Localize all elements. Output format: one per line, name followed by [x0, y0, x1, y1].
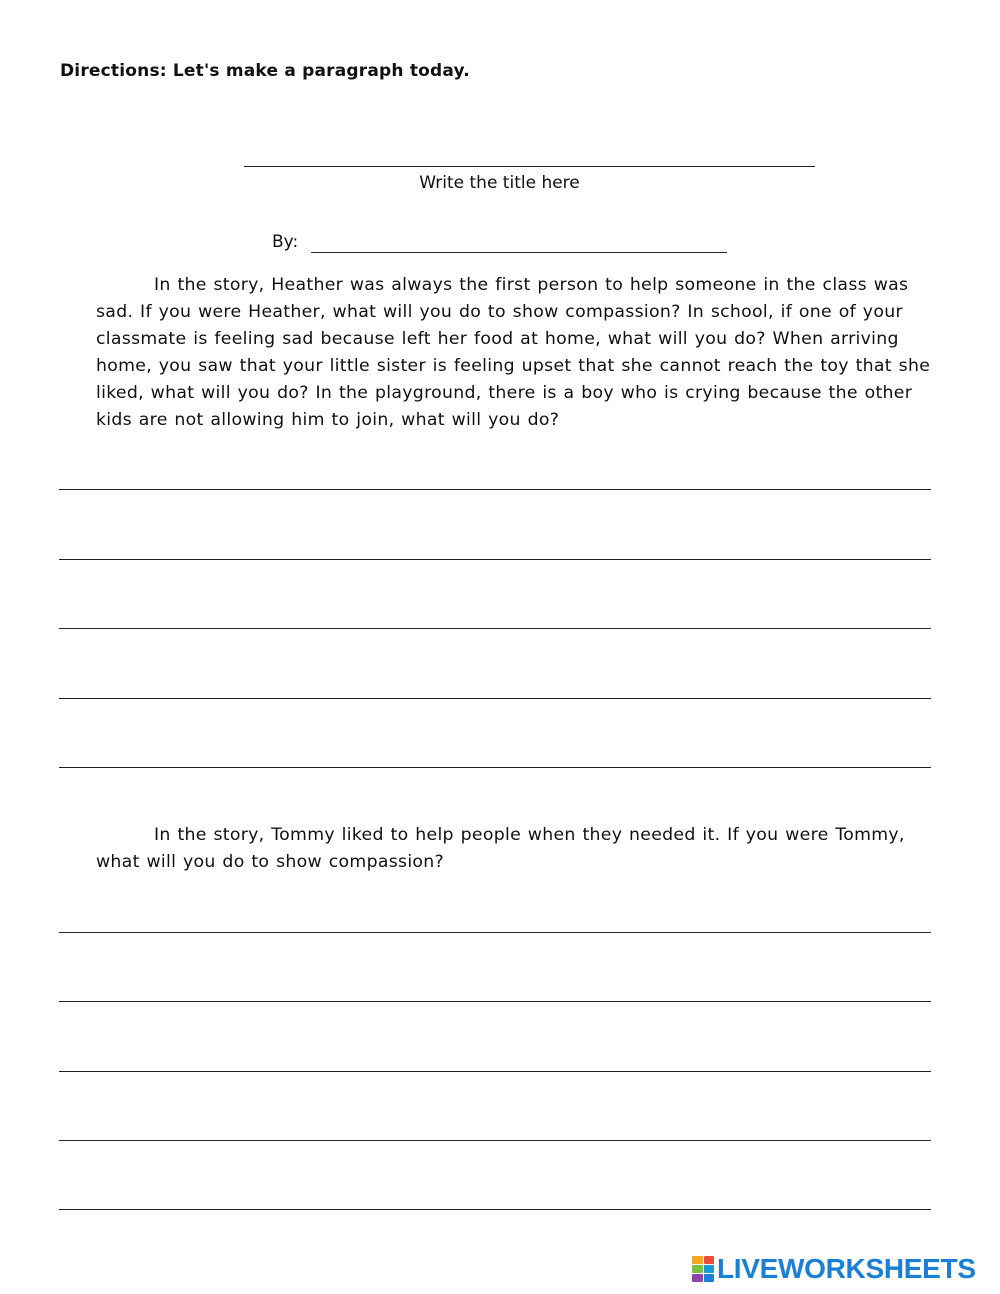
answer-line-4[interactable]: [59, 698, 931, 699]
prompt-paragraph-tommy: In the story, Tommy liked to help people when they needed it. If you were Tommy, what will you do to show compassion?: [96, 825, 905, 872]
answer-line-10[interactable]: [59, 1209, 931, 1210]
liveworksheets-logo-text: LIVEWORKSHEETS: [717, 1253, 976, 1284]
author-answer-line[interactable]: [311, 252, 727, 253]
answer-line-3[interactable]: [59, 628, 931, 629]
by-label: By:: [272, 232, 299, 252]
liveworksheets-logo-icon: [692, 1256, 714, 1282]
answer-line-9[interactable]: [59, 1140, 931, 1141]
answer-line-6[interactable]: [59, 932, 931, 933]
title-hint: Write the title here: [419, 173, 580, 193]
prompt-paragraph-heather: In the story, Heather was always the first person to help someone in the class was sad. If you were Heather, what will you do to show compassion? In school, if one of your classmate is feeling sad because left her food at home, what will you do? When arriving home, you saw that your little sister is feeling upset that she cannot reach the toy that she liked, what will you do? In the playground, there is a boy who is crying because the other kids are not allowing him to join, what will you do?: [96, 275, 931, 430]
answer-line-8[interactable]: [59, 1071, 931, 1072]
answer-line-5[interactable]: [59, 767, 931, 768]
answer-line-7[interactable]: [59, 1001, 931, 1002]
directions: Directions: Let's make a paragraph today.: [60, 61, 470, 81]
answer-line-1[interactable]: [59, 489, 931, 490]
liveworksheets-logo: [692, 1254, 976, 1284]
answer-line-2[interactable]: [59, 559, 931, 560]
title-answer-line[interactable]: [244, 166, 815, 167]
